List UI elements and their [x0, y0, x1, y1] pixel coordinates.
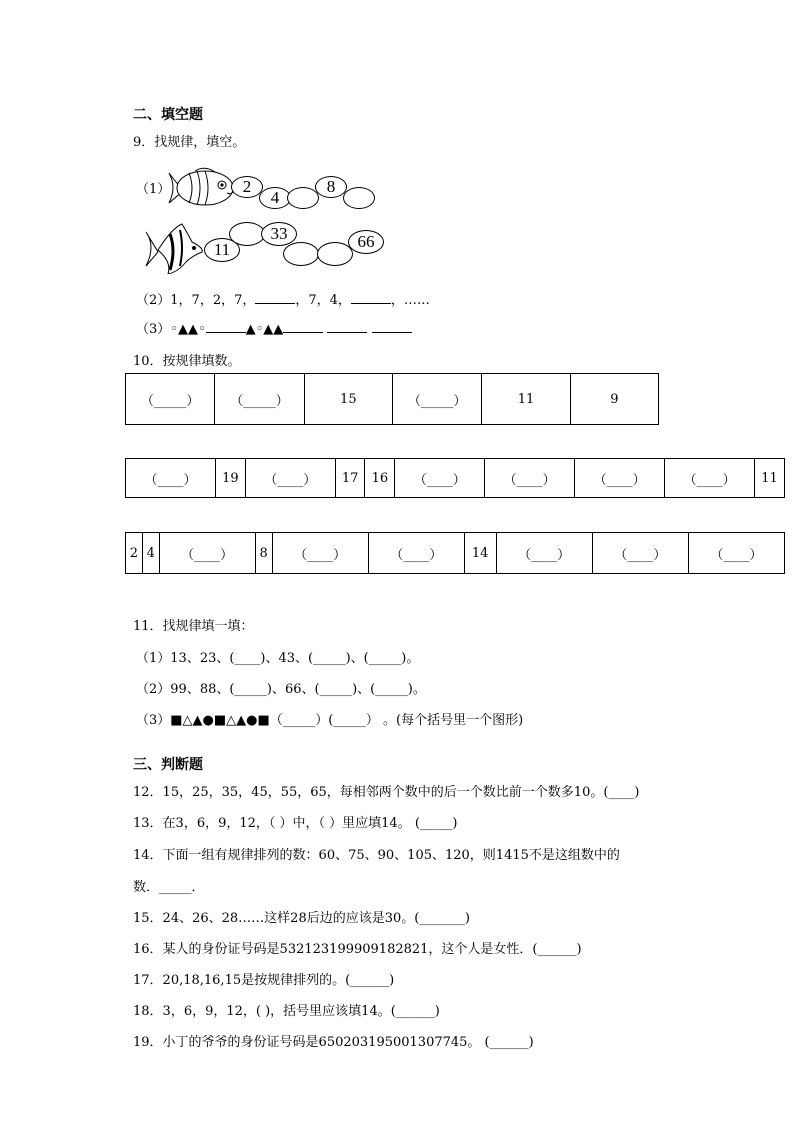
question-9-part3-label: （3）: [136, 322, 171, 337]
question-11-part3: （3）■△▲●■△▲●■（_____）(_____） 。(每个括号里一个图形): [136, 713, 524, 728]
sequence-oval: [283, 242, 319, 266]
table-cell: 4: [142, 533, 159, 574]
sequence-oval: 33: [261, 222, 297, 246]
judgment-item-12: 12．15，25，35，45，55，65，每相邻两个数中的后一个数比前一个数多10。(____): [133, 785, 640, 800]
answer-blank[interactable]: [327, 320, 367, 333]
table-cell[interactable]: （____）: [368, 533, 464, 574]
sequence-oval: [343, 187, 375, 209]
question-11-part2: （2）99、88、(_____)、66、(_____)、(_____)。: [136, 682, 426, 697]
table-cell[interactable]: （____）: [159, 533, 255, 574]
table-cell[interactable]: （____）: [496, 533, 592, 574]
question-9-part2: [136, 289, 430, 308]
number-table-2: [125, 458, 785, 498]
question-10-stem: 10．按规律填数。: [133, 354, 241, 369]
judgment-item-14: 14．下面一组有规律排列的数：60、75、90、105、120，则1415不是这组数中的: [133, 848, 620, 863]
judgment-item-16: 16．某人的身份证号码是532123199909182821，这个人是女性．(______): [133, 942, 582, 957]
question-9-part1-label: （1）: [136, 182, 171, 197]
sequence-oval: [229, 222, 265, 246]
table-cell[interactable]: （____）: [665, 459, 755, 498]
table-cell[interactable]: （____）: [245, 459, 335, 498]
table-cell: 2: [126, 533, 143, 574]
table-cell[interactable]: （_____）: [126, 374, 215, 425]
table-cell: 17: [335, 459, 365, 498]
judgment-item-17: 17．20,18,16,15是按规律排列的。(______): [133, 973, 395, 988]
sequence-oval-blank: [317, 242, 353, 266]
table-cell: 11: [482, 374, 570, 425]
sequence-oval: 8: [315, 176, 347, 198]
judgment-item-19: 19．小丁的爷爷的身份证号码是650203195001307745。 (______): [133, 1035, 534, 1050]
sequence-oval: 2: [231, 176, 263, 198]
question-9-part2-label: （2）1，7，2，7，: [136, 293, 256, 308]
judgment-item-13: 13．在3，6，9，12，（ ）中，（ ）里应填14。 (_____): [133, 816, 458, 831]
sequence-oval: 11: [204, 238, 240, 262]
table-cell[interactable]: （____）: [395, 459, 485, 498]
question-9-stem: 9．找规律，填空。: [133, 135, 246, 150]
number-table-1: [125, 373, 659, 425]
table-cell[interactable]: （____）: [592, 533, 688, 574]
table-cell: 15: [304, 374, 392, 425]
section-title: 二、填空题: [133, 107, 203, 123]
answer-blank[interactable]: [351, 291, 391, 304]
table-cell: 14: [464, 533, 496, 574]
table-cell: 11: [755, 459, 785, 498]
table-cell[interactable]: （____）: [272, 533, 368, 574]
question-11-part1: （1）13、23、(____)、43、(_____)、(_____)。: [136, 651, 420, 666]
table-cell: 19: [215, 459, 245, 498]
table-cell[interactable]: （____）: [688, 533, 784, 574]
table-cell: 9: [570, 374, 658, 425]
table-cell[interactable]: （____）: [126, 459, 216, 498]
table-cell[interactable]: （____）: [575, 459, 665, 498]
judgment-item-14-cont: 数．_____．: [133, 880, 205, 895]
shape-sequence-1: ◦▲▲◦: [170, 322, 206, 337]
question-9-part3: [136, 318, 412, 337]
table-cell[interactable]: （_____）: [393, 374, 482, 425]
table-cell: 16: [365, 459, 395, 498]
shape-sequence-2: ▲◦▲▲: [245, 322, 284, 337]
table-cell[interactable]: （_____）: [215, 374, 304, 425]
table-cell[interactable]: （____）: [485, 459, 575, 498]
clownfish-icon: [165, 165, 237, 209]
angelfish-icon: [142, 222, 208, 274]
judgment-item-18: 18．3，6，9，12，( )，括号里应该填14。(______): [133, 1004, 440, 1019]
sequence-oval: [287, 187, 319, 209]
section-title: 三、判断题: [133, 757, 203, 773]
judgment-item-15: 15．24、26、28……这样28后边的应该是30。(_______): [133, 911, 470, 926]
sequence-oval: 66: [348, 230, 384, 254]
answer-blank[interactable]: [255, 291, 295, 304]
answer-blank[interactable]: [206, 320, 246, 333]
question-9-part2-end: ，……: [390, 293, 430, 308]
question-11-stem: 11．找规律填一填：: [133, 619, 254, 634]
sequence-oval: 4: [259, 187, 291, 209]
number-table-3: [125, 532, 785, 574]
answer-blank[interactable]: [372, 320, 412, 333]
answer-blank[interactable]: [283, 320, 323, 333]
question-9-part2-mid: ，7，4，: [295, 293, 351, 308]
table-cell: 8: [255, 533, 272, 574]
